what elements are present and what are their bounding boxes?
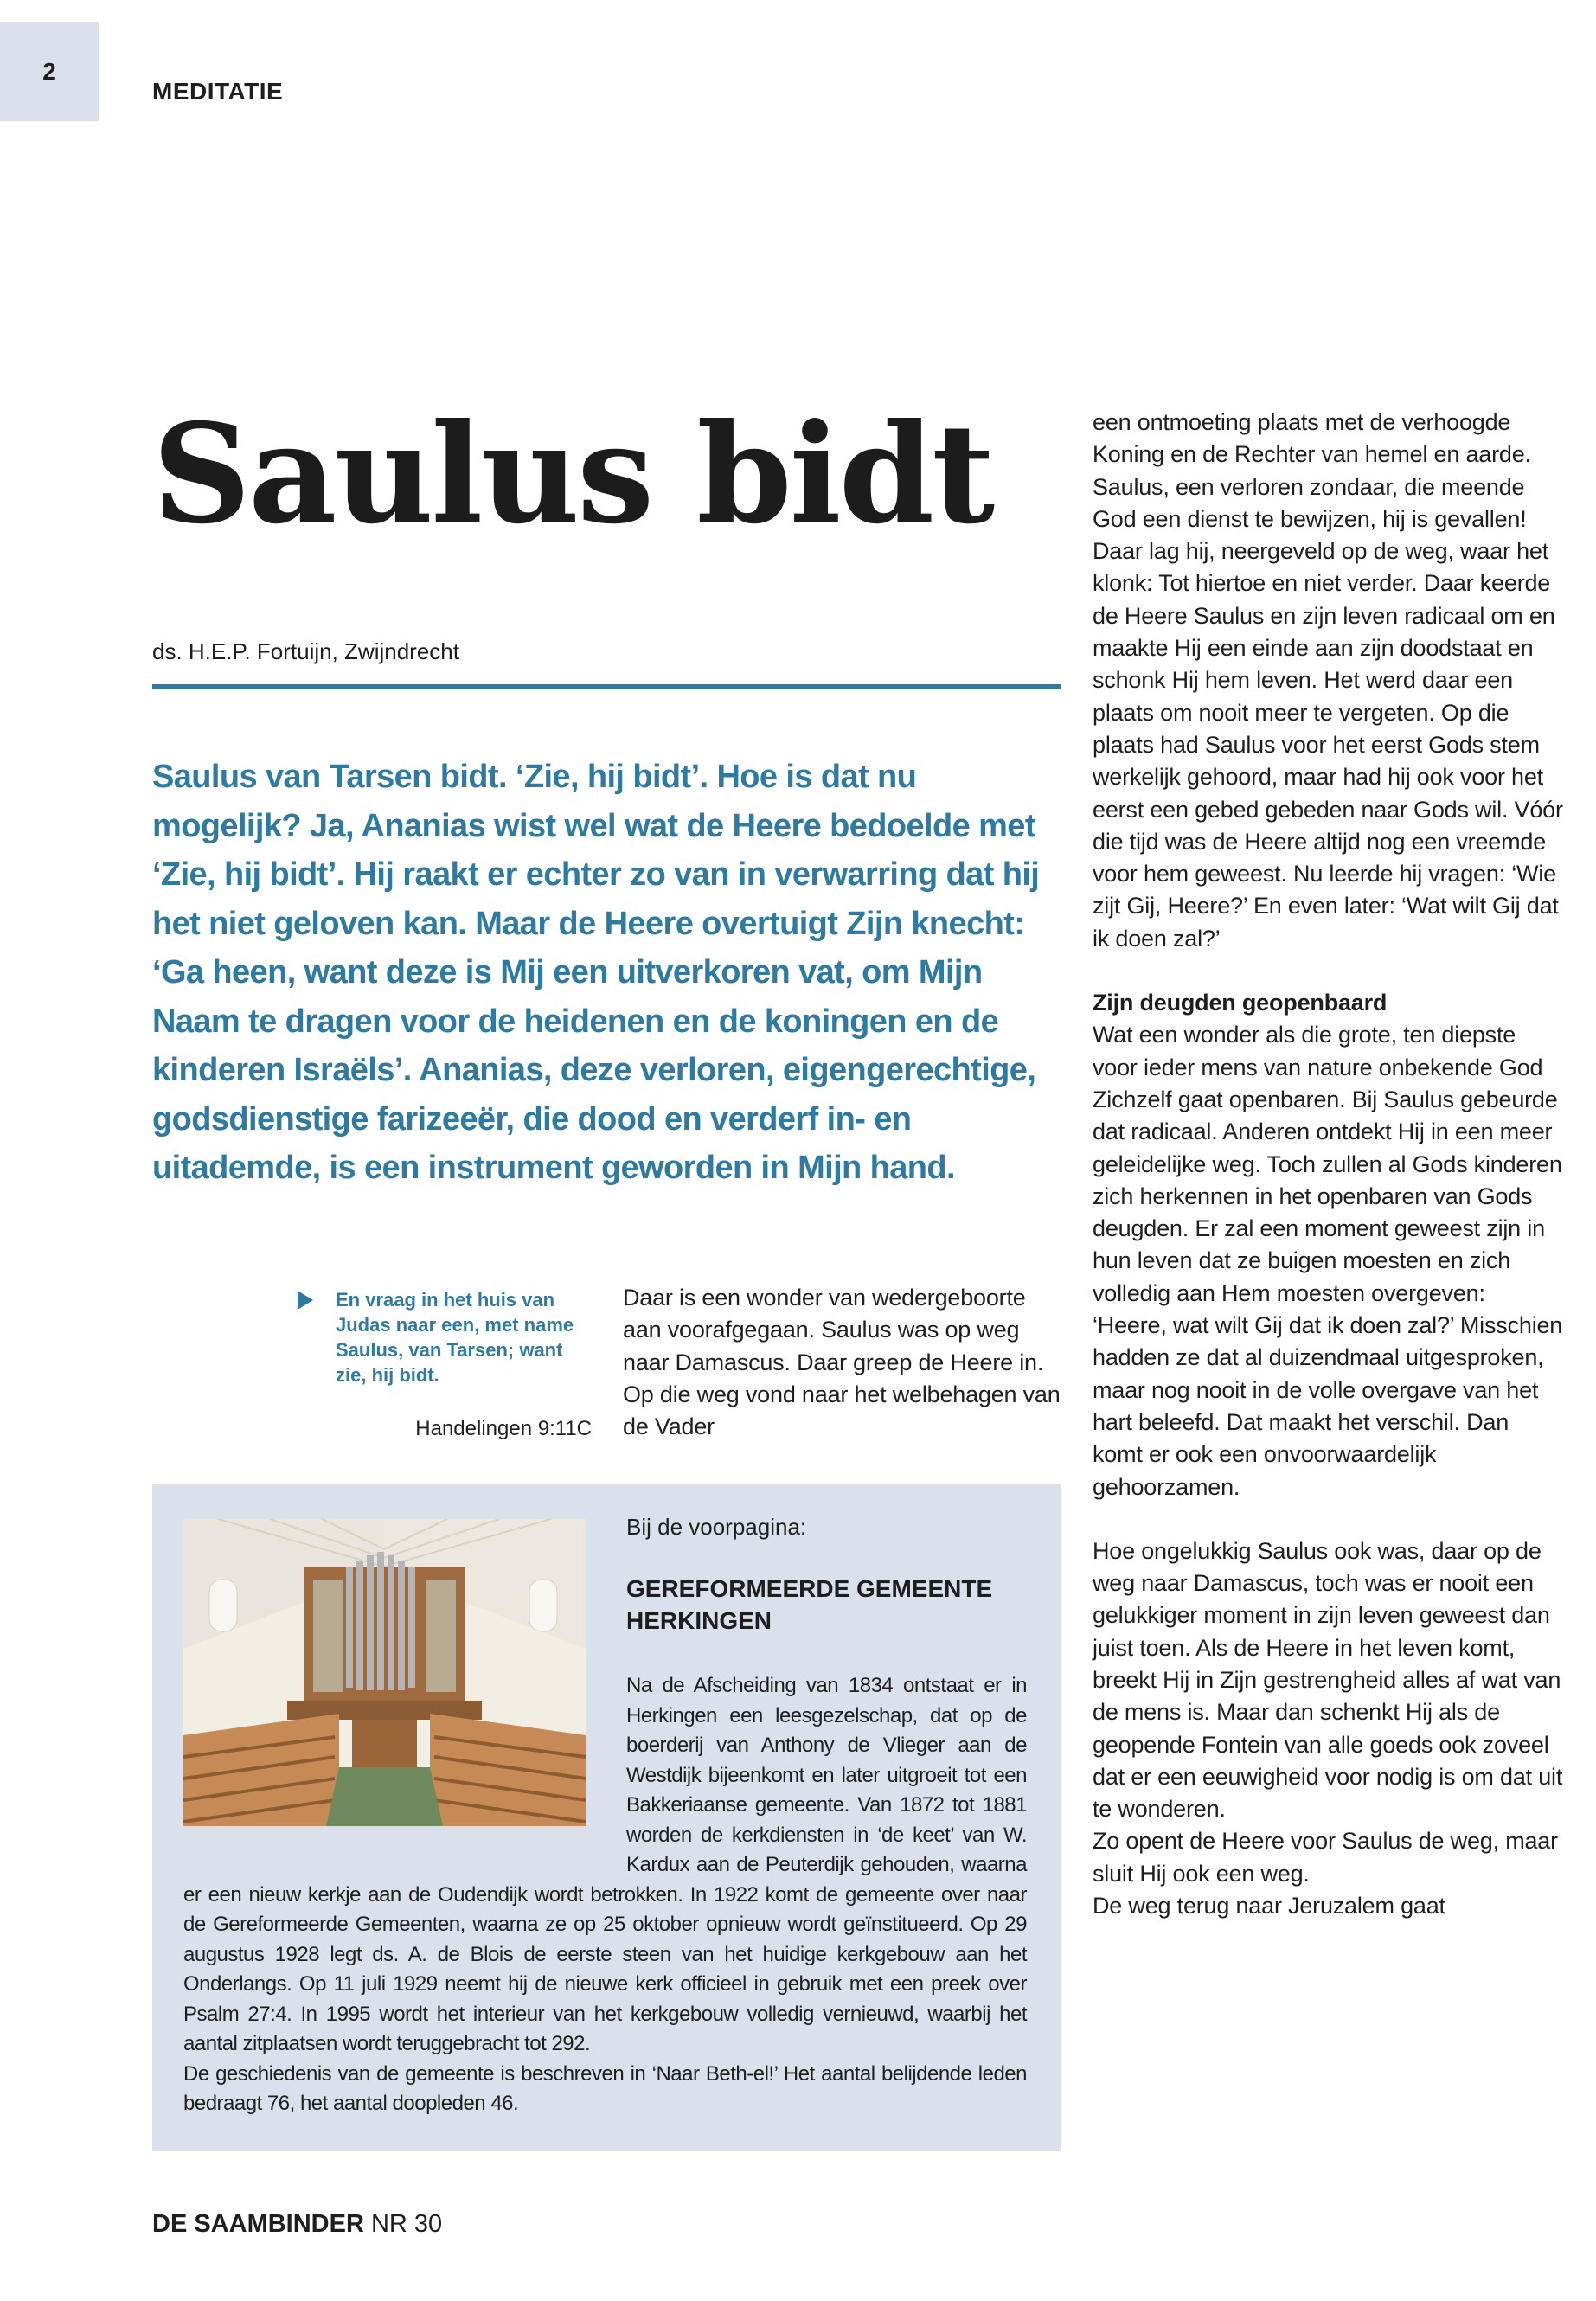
paragraph: Wat een wonder als die grote, ten diepste voor ieder mens van nature onbekende God Zichzelf gaat openbaren. Bij Saulus gebeurde dat radicaal. Anderen ontdekt Hij in een meer geleidelijke weg. Toch zullen al Gods kinderen zich herkennen in het openbaren van Gods deugden. Er zal een moment geweest zijn in hun leven dat ze buigen moesten en zich volledig aan Hem moesten overgeven: ‘Heere, wat wilt Gij dat ik doen zal?’ Misschien hadden ze dat al duizendmaal uitgesproken, maar nog nooit in de volle overgave van het hart beleefd. Dat maakt het verschil. Dan komt er ook een onvoorwaardelijk gehoorzamen. — [1093, 1022, 1563, 1500]
paragraph: een ontmoeting plaats met de verhoogde Koning en de Rechter van hemel en aarde. Saulus, een verloren zondaar, die meende God een dienst te bewijzen, hij is gevallen! Daar lag hij, neergeveld op de weg, waar het klonk: Tot hiertoe en niet verder. Daar keerde de Heere Saulus en zijn leven radicaal om en maakte Hij een einde aan zijn doodstaat en schonk Hij hem leven. Het werd daar een plaats om nooit meer te vergeten. Op die plaats had Saulus voor het eerst Gods stem werkelijk gehoord, maar had hij ook voor het eerst een gebed gebeden naar Gods wil. Vóór die tijd was de Heere altijd nog een vreemde voor hem geweest. Nu leerde hij vragen: ‘Wie zijt Gij, Heere?’ En even later: ‘Wat wilt Gij dat ik doen zal?’ — [1093, 409, 1563, 952]
divider — [152, 684, 1061, 689]
issue-number: NR 30 — [370, 2210, 443, 2238]
lead-paragraph: Saulus van Tarsen bidt. ‘Zie, hij bidt’. Hoe is dat nu mogelijk? Ja, Ananias wist wel wat de Heere bedoelde met ‘Zie, hij bidt’. Hij raakt er echter zo van in verwarring dat hij het niet geloven kan. Maar de Heere overtuigt Zijn knecht: ‘Ga heen, want deze is Mij een uitverkoren vat, om Mijn Naam te dragen voor de heidenen en de koningen en de kinderen Israëls’. Ananias, deze verloren, eigengerechtige, godsdienstige farizeeër, die dood en verderf in- en uitademde, is een instrument geworden in Mijn hand. — [152, 759, 1040, 1186]
body-column-middle: Daar is een wonder van wedergeboorte aan voorafgegaan. Saulus was op weg naar Damascus. Daar greep de Heere in. Op die weg vond naar het welbehagen van de Vader — [623, 1285, 1061, 1440]
paragraph: De weg terug naar Jeruzalem gaat — [1093, 1893, 1445, 1920]
quote-text: En vraag in het huis van Judas naar een, met name Saulus, van Tarsen; want zie, hij bidt. — [336, 1289, 574, 1386]
body-column-right — [1093, 407, 1564, 1922]
infobox-text-1: Na de Afscheiding van 1834 ontstaat er in Herkingen een leesgezelschap, dat op de boerderij van Anthony de Vlieger aan de Westdijk bijeenkomt en later uitgroeit tot een Bakkeriaanse gemeente. Van 1872 tot 1881 worden de kerkdiensten in ‘de keet’ van W. Kardux aan de Peuterdijk gehouden, waarna er een nieuw kerkje aan de Oudendijk wordt betrokken. In 1922 komt de gemeente over naar de Gereformeerde Gemeenten, waarna ze op 25 oktober opnieuw wordt geïnstitueerd. Op 29 augustus 1928 legt ds. A. de Blois de eerste steen van het huidige kerkgebouw aan het Onderlangs. Op 11 juli 1929 neemt hij de nieuwe kerk officieel in gebruik met een preek over Psalm 27:4. In 1995 wordt het interieur van het kerkgebouw volledig vernieuwd, waarbij het aantal zitplaatsen wordt teruggebracht tot 292. — [183, 1674, 1027, 2055]
magazine-name: DE SAAMBINDER — [152, 2210, 364, 2238]
subheading: Zijn deugden geopenbaard — [1093, 990, 1388, 1016]
triangle-right-icon — [298, 1291, 313, 1310]
article-author: ds. H.E.P. Fortuijn, Zwijndrecht — [152, 638, 459, 664]
infobox-text-2: De geschiedenis van de gemeente is beschreven in ‘Naar Beth-el!’ Het aantal belijdende leden bedraagt 76, het aantal doopleden 46. — [183, 2061, 1027, 2115]
bible-quote — [298, 1287, 592, 1388]
article-title: Saulus bidt — [152, 394, 993, 554]
infobox-intro: Bij de voorpagina: — [626, 1514, 807, 1540]
infobox-body — [183, 1671, 1027, 2119]
paragraph: Hoe ongelukkig Saulus ook was, daar op de weg naar Damascus, toch was er nooit een gelukkiger moment in zijn leven geweest dan juist toen. Als de Heere in het leven komt, breekt Hij in Zijn gestrengheid alles af wat van de mens is. Maar dan schenkt Hij als de geopende Fontein van alle goeds ook zoveel dat er een eeuwigheid voor nodig is om dat uit te wonderen. — [1093, 1537, 1563, 1823]
infobox-title: GEREFORMEERDE GEMEENTE HERKINGEN — [626, 1575, 993, 1634]
page-number: 2 — [0, 22, 99, 121]
paragraph: Zo opent de Heere voor Saulus de weg, maar sluit Hij ook een weg. — [1093, 1828, 1558, 1887]
quote-reference: Handelingen 9:11C — [415, 1417, 592, 1440]
section-label: MEDITATIE — [152, 78, 284, 105]
footer — [152, 2210, 442, 2239]
